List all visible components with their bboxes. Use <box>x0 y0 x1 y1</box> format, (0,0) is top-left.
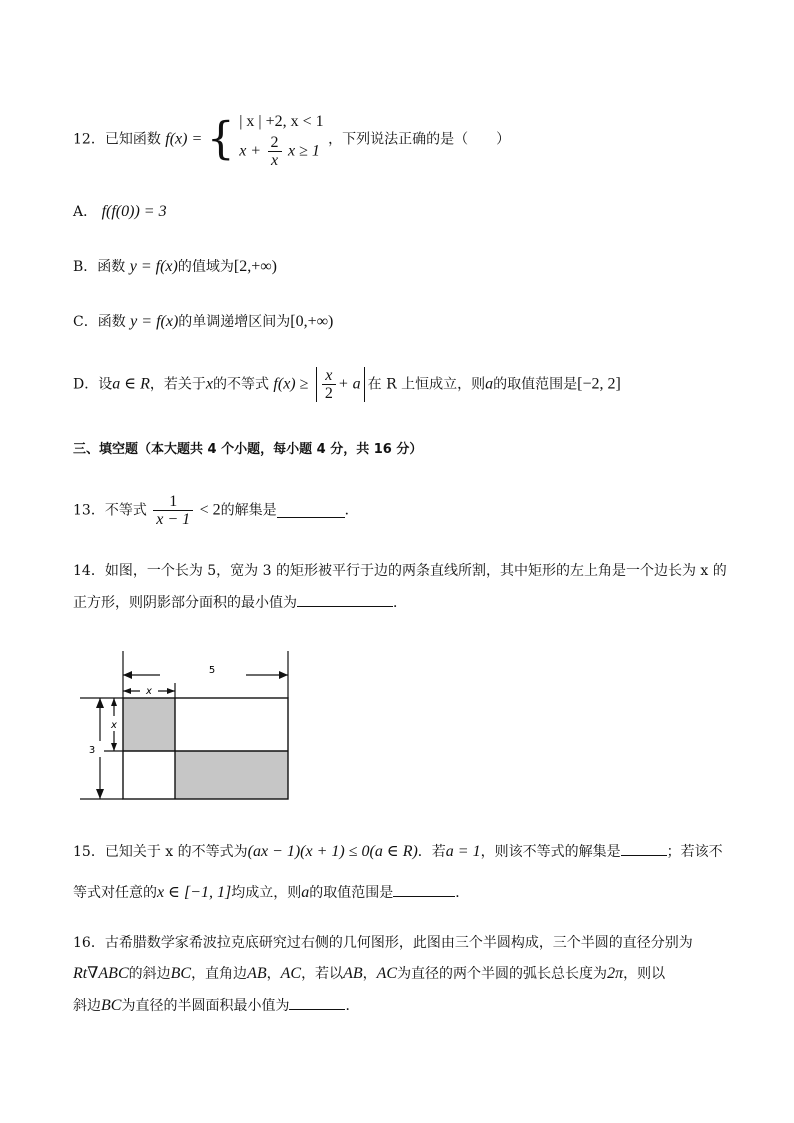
q14-shaded-square <box>123 698 175 751</box>
q16-line3 <box>73 995 359 1016</box>
q12-option-d-plus: + a <box>337 375 361 393</box>
q13-num: 1 <box>153 493 193 511</box>
q12-stem <box>73 110 510 170</box>
q16-answer-blank[interactable] <box>289 995 345 1010</box>
q12-case2-b: x ≥ 1 <box>288 142 320 160</box>
q12-option-a <box>73 202 167 222</box>
q12-option-d <box>73 367 621 409</box>
q15-l2c: 的取值范围是 <box>309 885 394 901</box>
q12-option-d-t3: 在 R 上恒成立，则 <box>367 376 486 393</box>
q12-option-c-label: C．函数 <box>73 314 126 330</box>
q14-dim-side-arrow-left <box>123 688 131 694</box>
q13-stem <box>73 493 359 531</box>
q12-option-c-text: 的单调递增区间为 <box>178 314 291 330</box>
q12-option-d-frac <box>322 367 336 402</box>
q15-ineq: (ax − 1)(x + 1) ≤ 0(a ∈ R) <box>247 843 418 860</box>
q14-dim-width-arrow-left <box>123 671 132 679</box>
q12-option-c-expr: y = f(x) <box>130 313 179 330</box>
q16-sep2: ， <box>362 966 377 982</box>
q15-l2a-var: a <box>301 884 310 901</box>
q12-option-d-x: x <box>205 375 213 393</box>
q16-twopi: 2π <box>607 965 624 982</box>
q14-dim-side-arrow-right <box>167 688 175 694</box>
q14-dim-height-arrow-top <box>96 698 104 708</box>
q16-l3b: 为直径的半圆面积最小值为 <box>121 998 290 1014</box>
q14-answer-blank[interactable] <box>297 592 393 607</box>
section-3-heading: 三、填空题（本大题共 4 个小题，每小题 4 分，共 16 分） <box>73 442 423 457</box>
q12-option-d-a: a <box>485 375 494 393</box>
q13-end: ． <box>344 502 359 519</box>
q12-option-b-expr: y = f(x) <box>129 258 178 275</box>
q12-case2-den: x <box>270 152 279 169</box>
q12-case2-frac <box>268 134 282 169</box>
q16-line1: 16．古希腊数学家希波拉克底研究过右侧的几何图形，此图由三个半圆构成，三个半圆的直径分别为 <box>73 935 693 951</box>
q15-line2 <box>73 882 469 903</box>
q15-l2cond: x ∈ [−1, 1] <box>157 884 232 901</box>
q12-option-d-den: 2 <box>324 385 333 402</box>
q13-answer-blank[interactable] <box>277 503 345 518</box>
q12-option-d-label: D．设 <box>73 376 113 393</box>
q15-p1: 15．已知关于 x 的不等式为 <box>73 844 248 860</box>
q12-option-b-text: 的值域为 <box>177 259 234 275</box>
q12-option-d-ineq: f(x) ≥ <box>273 375 309 393</box>
q12-fx: f(x) = <box>165 130 203 148</box>
q12-option-d-num: x <box>322 367 336 385</box>
q14-end: ． <box>393 595 407 611</box>
q15-line1 <box>73 841 723 862</box>
q15-p4: ；若该不 <box>666 844 723 860</box>
q15-p2: ．若 <box>417 844 446 860</box>
q12-option-d-t1: ，若关于 <box>149 376 206 393</box>
q13-prefix: 13．不等式 <box>73 502 147 519</box>
q16-line2 <box>73 964 665 984</box>
q14-shaded-rect <box>175 751 288 799</box>
q12-option-a-label: A． <box>73 204 98 220</box>
q14-dim-side-v-arrow-top <box>111 698 117 706</box>
q12-option-b <box>73 257 277 277</box>
q12-option-a-expr: f(f(0)) = 3 <box>101 203 167 220</box>
q16-l2f: ，则以 <box>623 966 666 982</box>
q15-cond: a = 1 <box>445 843 481 860</box>
q16-l2b: 的斜边 <box>128 966 171 982</box>
q12-tail: ，下列说法正确的是（ ） <box>328 131 511 148</box>
q14-label-side-v: x <box>111 720 117 731</box>
q14-line1: 14．如图，一个长为 5，宽为 3 的矩形被平行于边的两条直线所割，其中矩形的左上角是一个边长为 x 的 <box>73 563 727 579</box>
q15-answer-blank-2[interactable] <box>393 882 455 897</box>
q16-triangle: Rt∇ABC <box>73 965 129 982</box>
q13-den: x − 1 <box>156 511 191 528</box>
q12-option-d-abs <box>316 367 365 402</box>
q16-ac: AC <box>280 965 302 982</box>
q12-case2 <box>239 134 323 169</box>
q15-l2a: 等式对任意的 <box>73 885 157 901</box>
q14-line2 <box>73 592 407 613</box>
q13-frac <box>153 493 193 528</box>
q12-option-b-range: [2,+∞) <box>233 258 277 275</box>
q12-option-c-range: [0,+∞) <box>290 313 334 330</box>
q14-line2-prefix: 正方形，则阴影部分面积的最小值为 <box>73 595 297 611</box>
q14-dim-width-arrow-right <box>279 671 288 679</box>
q12-option-d-range: [−2, 2] <box>577 375 621 393</box>
q16-end: ． <box>345 998 360 1014</box>
q14-dim-height-arrow-bottom <box>96 789 104 799</box>
q12-case1: | x | +2, x < 1 <box>239 113 324 130</box>
q15-end: ． <box>455 885 470 901</box>
q12-option-d-cond: a ∈ R <box>112 375 150 393</box>
q14-label-width: 5 <box>208 665 216 676</box>
q12-option-d-t4: 的取值范围是 <box>493 376 578 393</box>
q15-l2b: 均成立，则 <box>231 885 302 901</box>
q12-option-b-label: B．函数 <box>73 259 126 275</box>
q16-ac2: AC <box>376 965 398 982</box>
q14-figure <box>78 645 318 805</box>
q16-bc: BC <box>170 965 192 982</box>
q16-l2e: 为直径的两个半圆的弧长总长度为 <box>397 966 608 982</box>
q16-sep1: ， <box>266 966 281 982</box>
q12-number: 12．已知函数 <box>73 131 161 148</box>
q16-l2c: ，直角边 <box>191 966 248 982</box>
q12-brace: { <box>206 113 235 165</box>
q15-answer-blank-1[interactable] <box>621 841 667 856</box>
q12-case2-a: x + <box>239 142 262 160</box>
q16-bc2: BC <box>101 997 122 1014</box>
q12-cases <box>239 110 323 169</box>
q12-option-c <box>73 312 333 332</box>
q13-rel: < 2 <box>199 501 221 519</box>
q15-p3: ，则该不等式的解集是 <box>480 844 621 860</box>
q13-suffix: 的解集是 <box>220 502 277 519</box>
q14-label-height: 3 <box>88 745 96 756</box>
q16-ab: AB <box>247 965 267 982</box>
q16-ab2: AB <box>343 965 363 982</box>
q14-dim-side-v-arrow-bottom <box>111 743 117 751</box>
q12-case2-num: 2 <box>268 134 282 152</box>
q16-l3a: 斜边 <box>73 998 101 1014</box>
q12-option-d-t2: 的不等式 <box>212 376 269 393</box>
q16-l2d: ，若以 <box>301 966 344 982</box>
q14-label-side: x <box>146 686 152 697</box>
